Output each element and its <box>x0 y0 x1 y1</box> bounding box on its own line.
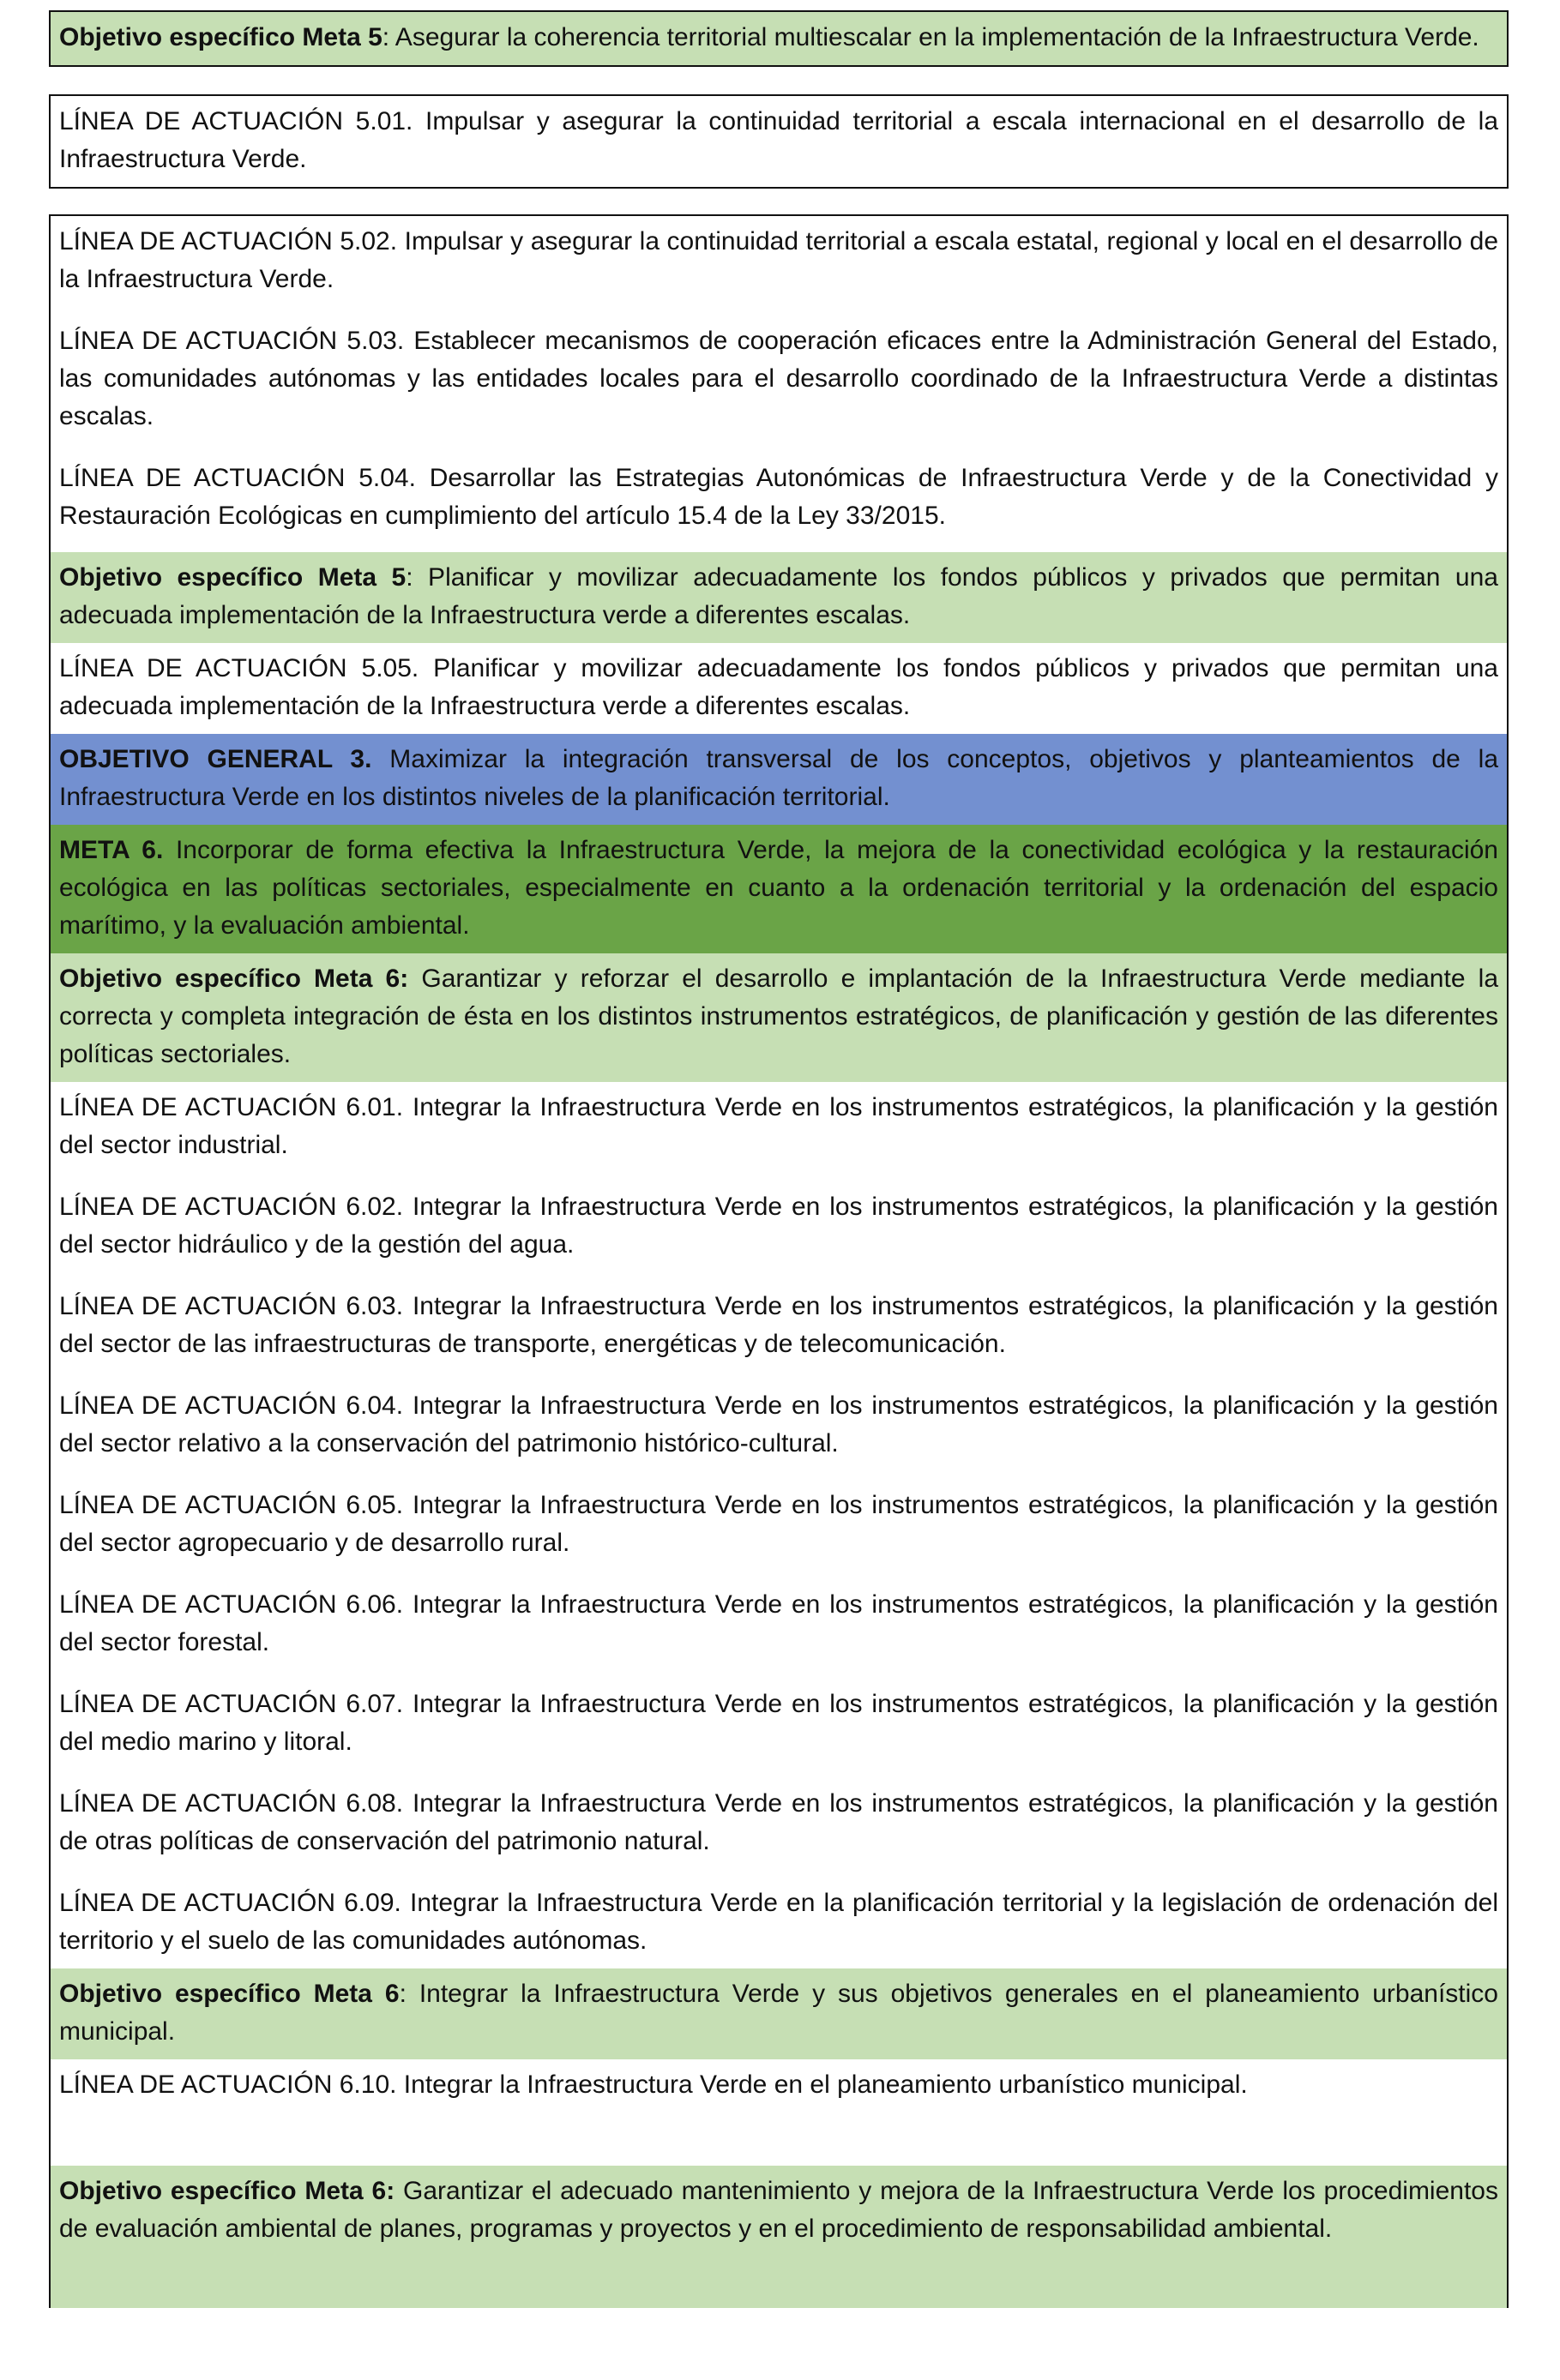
action-line-6-09: LÍNEA DE ACTUACIÓN 6.09. Integrar la Infraestructura Verde en la planificación territorial y la legislación de ordenación del territorio y el suelo de las comunidades autónomas. <box>51 1878 1507 1968</box>
action-line-6-03: LÍNEA DE ACTUACIÓN 6.03. Integrar la Infraestructura Verde en los instrumentos estratégicos, la planificación y la gestión del sector de las infraestructuras de transporte, energéticas y de telecomunicación. <box>51 1281 1507 1380</box>
objective-text: : Planificar y movilizar adecuadamente los fondos públicos y privados que permitan una adecuada implementación de la Infraestructura verde a diferentes escalas. <box>59 563 1498 629</box>
specific-objective-meta5-funds <box>51 552 1507 643</box>
action-line-6-06: LÍNEA DE ACTUACIÓN 6.06. Integrar la Infraestructura Verde en los instrumentos estratégicos, la planificación y la gestión del sector forestal. <box>51 1579 1507 1679</box>
specific-objective-meta6-sectoral <box>51 953 1507 1082</box>
objective-label: Objetivo específico Meta 6: <box>59 965 409 993</box>
objective-text: : Integrar la Infraestructura Verde y sus objetivos generales en el planeamiento urbanístico municipal. <box>59 1980 1498 2046</box>
action-line-5-04: LÍNEA DE ACTUACIÓN 5.04. Desarrollar las Estrategias Autonómicas de Infraestructura Verde y de la Conectividad y Restauración Ecológicas en cumplimiento del artículo 15.4 de la Ley 33/2015. <box>51 453 1507 552</box>
specific-objective-meta6-urban <box>51 1968 1507 2059</box>
action-line-6-08: LÍNEA DE ACTUACIÓN 6.08. Integrar la Infraestructura Verde en los instrumentos estratégicos, la planificación y la gestión de otras políticas de conservación del patrimonio natural. <box>51 1778 1507 1878</box>
action-line-6-01: LÍNEA DE ACTUACIÓN 6.01. Integrar la Infraestructura Verde en los instrumentos estratégicos, la planificación y la gestión del sector industrial. <box>51 1082 1507 1181</box>
action-line-6-02: LÍNEA DE ACTUACIÓN 6.02. Integrar la Infraestructura Verde en los instrumentos estratégicos, la planificación y la gestión del sector hidráulico y de la gestión del agua. <box>51 1181 1507 1281</box>
objective-label: Objetivo específico Meta 5 <box>59 23 382 51</box>
specific-objective-meta5-coherence <box>51 12 1507 65</box>
objective-label: Objetivo específico Meta 6 <box>59 1980 400 2008</box>
action-line-6-07: LÍNEA DE ACTUACIÓN 6.07. Integrar la Infraestructura Verde en los instrumentos estratégicos, la planificación y la gestión del medio marino y litoral. <box>51 1679 1507 1778</box>
objective-label: Objetivo específico Meta 6: <box>59 2177 395 2205</box>
action-line-5-03: LÍNEA DE ACTUACIÓN 5.03. Establecer mecanismos de cooperación eficaces entre la Administración General del Estado, las comunidades autónomas y las entidades locales para el desarrollo coordinado de la Infraestructura Verde a distintas escalas. <box>51 316 1507 453</box>
goal-label: META 6. <box>59 836 164 864</box>
document-page <box>49 10 1509 2308</box>
general-objective-3 <box>51 734 1507 825</box>
action-line-5-01: LÍNEA DE ACTUACIÓN 5.01. Impulsar y asegurar la continuidad territorial a escala internacional en el desarrollo de la Infraestructura Verde. <box>51 96 1507 187</box>
action-line-6-05: LÍNEA DE ACTUACIÓN 6.05. Integrar la Infraestructura Verde en los instrumentos estratégicos, la planificación y la gestión del sector agropecuario y de desarrollo rural. <box>51 1480 1507 1579</box>
objective-box-meta5-coherence <box>49 10 1509 67</box>
objective-text: : Asegurar la coherencia territorial multiescalar en la implementación de la Infraestructura Verde. <box>382 23 1479 51</box>
general-objective-label: OBJETIVO GENERAL 3. <box>59 745 372 773</box>
separator <box>49 189 1509 214</box>
goal-text: Incorporar de forma efectiva la Infraestructura Verde, la mejora de la conectividad ecológica y la restauración ecológica en las políticas sectoriales, especialmente en cuanto a la ordenación territorial y la ordenación del espacio marítimo, y la evaluación ambiental. <box>59 836 1498 940</box>
general-objective-text: Maximizar la integración transversal de los conceptos, objetivos y planteamientos de la Infraestructura Verde en los distintos niveles de la planificación territorial. <box>59 745 1499 811</box>
action-line-6-10: LÍNEA DE ACTUACIÓN 6.10. Integrar la Infraestructura Verde en el planeamiento urbanístico municipal. <box>51 2059 1507 2166</box>
objective-text: Garantizar el adecuado mantenimiento y mejora de la Infraestructura Verde los procedimientos de evaluación ambiental de planes, programas y proyectos y en el procedimiento de responsabilidad ambiental. <box>59 2177 1498 2243</box>
goals-table <box>49 214 1509 2308</box>
goal-meta-6 <box>51 825 1507 953</box>
action-box-5-01 <box>49 94 1509 189</box>
action-line-5-05: LÍNEA DE ACTUACIÓN 5.05. Planificar y movilizar adecuadamente los fondos públicos y privados que permitan una adecuada implementación de la Infraestructura verde a diferentes escalas. <box>51 643 1507 734</box>
objective-label: Objetivo específico Meta 5 <box>59 563 407 592</box>
action-line-6-04: LÍNEA DE ACTUACIÓN 6.04. Integrar la Infraestructura Verde en los instrumentos estratégicos, la planificación y la gestión del sector relativo a la conservación del patrimonio histórico-cultural. <box>51 1380 1507 1480</box>
specific-objective-meta6-evaluation <box>51 2166 1507 2308</box>
objective-text: Garantizar y reforzar el desarrollo e implantación de la Infraestructura Verde mediante la correcta y completa integración de ésta en los distintos instrumentos estratégicos, de planificación y gestión de las diferentes políticas sectoriales. <box>59 965 1499 1068</box>
separator <box>49 67 1509 94</box>
action-line-5-02: LÍNEA DE ACTUACIÓN 5.02. Impulsar y asegurar la continuidad territorial a escala estatal, regional y local en el desarrollo de la Infraestructura Verde. <box>51 216 1507 316</box>
